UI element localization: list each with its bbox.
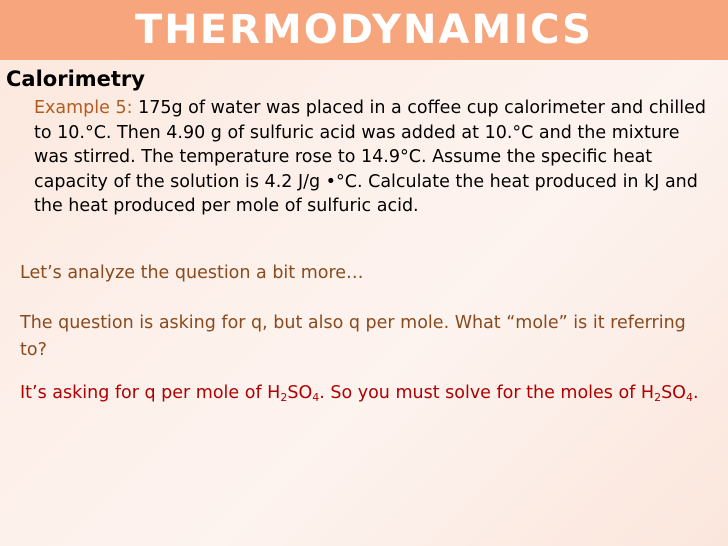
title-bar — [0, 0, 728, 60]
example-label: Example 5: — [34, 98, 133, 118]
section-title: Calorimetry — [6, 67, 145, 91]
slide-title: THERMODYNAMICS — [135, 7, 593, 53]
answer-text-3: . So you must solve for the moles of H — [319, 383, 655, 403]
answer-subscript-2: 4 — [312, 391, 320, 404]
answer-subscript-3: 2 — [654, 391, 662, 404]
example-problem — [34, 96, 714, 219]
question-paragraph: The question is asking for q, but also q per mole. What “mole” is it referring to? — [20, 313, 686, 360]
answer-subscript-1: 2 — [280, 391, 288, 404]
analyze-paragraph: Let’s analyze the question a bit more… — [20, 263, 364, 283]
answer-subscript-4: 4 — [685, 391, 693, 404]
answer-paragraph — [20, 380, 710, 407]
answer-text-5: . — [692, 383, 699, 403]
answer-text-1: It’s asking for q per mole of H — [20, 383, 281, 403]
answer-text-4: SO — [661, 383, 686, 403]
example-text: 175g of water was placed in a coffee cup calorimeter and chilled to 10.°C. Then 4.90 g of sulfuric acid was added at 10.°C and the mixture was stirred. The temperature rose to 14.9°C. Assume the specific heat capacity of the solution is 4.2 J/g •°C. Calculate the heat produced in kJ and the heat produced per mole of sulfuric acid. — [34, 98, 706, 216]
answer-text-2: SO — [287, 383, 313, 403]
